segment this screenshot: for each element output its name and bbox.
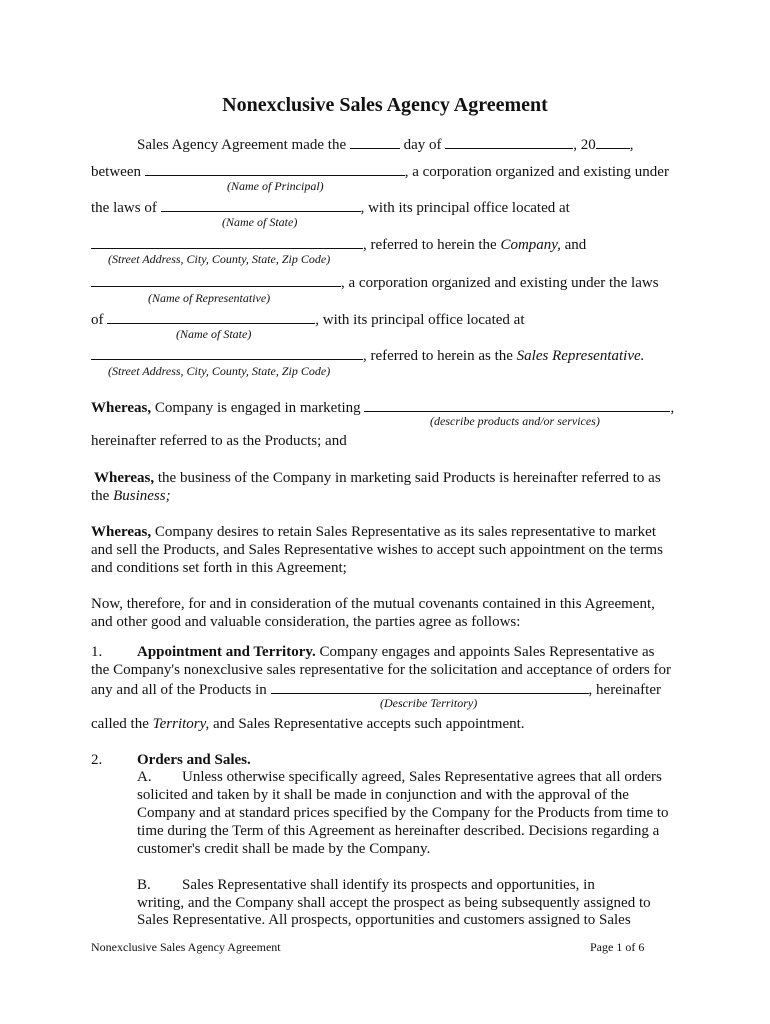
representative-line: [91, 272, 659, 292]
representative-office-text: , with its principal office located at: [315, 312, 525, 328]
section-1-line-1: [137, 643, 654, 661]
whereas-1-label: Whereas,: [91, 400, 152, 416]
section-1-line-4-suffix: and Sales Representative accepts such appointment.: [212, 716, 525, 732]
whereas-2-label: Whereas,: [94, 470, 155, 486]
principal-referred-text: , referred to herein the: [363, 237, 497, 253]
opening-line: [137, 134, 634, 154]
and-text: and: [564, 237, 587, 253]
whereas-1-comma: ,: [670, 400, 675, 416]
opening-text-2: day of: [403, 137, 442, 153]
section-2b-label: B.: [137, 877, 151, 893]
opening-text-1: Sales Agency Agreement made the: [137, 137, 347, 153]
section-1-line-3-prefix: any and all of the Products in: [91, 682, 267, 698]
whereas-2-line-1: [94, 469, 661, 487]
footer-title: Nonexclusive Sales Agency Agreement: [91, 940, 281, 954]
principal-name-blank: [145, 161, 405, 176]
representative-address-blank: [91, 345, 363, 360]
of-text: of: [91, 312, 104, 328]
date-year-blank: [596, 134, 630, 149]
date-day-blank: [350, 134, 400, 149]
section-1-line-3-suffix: , hereinafter: [588, 682, 661, 698]
caption-rep-address: (Street Address, City, County, State, Zip Code): [108, 364, 331, 378]
opening-text-3: , 20: [573, 137, 596, 153]
section-2a-label: A.: [137, 769, 152, 785]
date-month-blank: [445, 134, 573, 149]
representative-org-text: , a corporation organized and existing under the laws: [341, 275, 659, 291]
principal-address-line: [91, 234, 586, 254]
section-2a-line-3: Company and at standard prices specified by the Company for the Products from time to: [137, 805, 669, 821]
principal-office-text: , with its principal office located at: [360, 200, 570, 216]
section-1-line-4: [91, 715, 525, 733]
principal-org-text: , a corporation organized and existing under: [404, 164, 669, 180]
section-2a-line-4: time during the Term of this Agreement as hereinafter described. Decisions regarding a: [137, 823, 660, 839]
territory-blank: [271, 679, 589, 694]
caption-describe-territory: (Describe Territory): [380, 696, 478, 710]
products-blank: [364, 397, 670, 412]
footer-page-number: Page 1 of 6: [590, 940, 645, 954]
principal-address-blank: [91, 234, 363, 249]
opening-text-4: ,: [629, 137, 634, 153]
business-term: Business;: [113, 488, 171, 504]
representative-name-blank: [91, 272, 341, 287]
whereas-2-text: the business of the Company in marketing said Products is hereinafter referred to as: [157, 470, 661, 486]
section-2b-line-2: writing, and the Company shall accept the prospect as being subsequently assigned to: [137, 895, 651, 911]
section-2a-line-2: solicited and taken by it shall be made in conjunction and with the approval of the: [137, 787, 629, 803]
caption-principal-address: (Street Address, City, County, State, Zip Code): [108, 252, 331, 266]
section-1-number: 1.: [91, 644, 103, 660]
caption-name-of-representative: (Name of Representative): [148, 291, 271, 305]
whereas-2-line-2: [91, 487, 171, 505]
section-1-heading: Appointment and Territory.: [137, 644, 316, 660]
representative-address-line: [91, 345, 644, 365]
section-2b-line-1: Sales Representative shall identify its prospects and opportunities, in: [182, 877, 595, 893]
sales-representative-term: Sales Representative.: [516, 348, 645, 364]
whereas-1-text: Company is engaged in marketing: [154, 400, 361, 416]
caption-describe-products: (describe products and/or services): [430, 414, 600, 428]
now-therefore-line-1: Now, therefore, for and in consideration of the mutual covenants contained in this Agreement,: [91, 596, 655, 612]
principal-line: [91, 161, 669, 181]
whereas-2-prefix: the: [91, 488, 110, 504]
document-title: Nonexclusive Sales Agency Agreement: [222, 94, 548, 116]
caption-name-of-state: (Name of State): [222, 215, 298, 229]
whereas-3-line-1: [91, 523, 656, 541]
section-2a-line-5: customer's credit shall be made by the Company.: [137, 841, 431, 857]
section-2b-line-3: Sales Representative. All prospects, opportunities and customers assigned to Sales: [137, 912, 631, 928]
whereas-3-line-2: and sell the Products, and Sales Representative wishes to accept such appointment on the terms: [91, 542, 663, 558]
caption-rep-name-of-state: (Name of State): [176, 327, 252, 341]
whereas-1-continuation: hereinafter referred to as the Products; and: [91, 433, 347, 449]
between-text: between: [91, 164, 141, 180]
section-2a-line-1: Unless otherwise specifically agreed, Sales Representative agrees that all orders: [182, 769, 662, 785]
section-2-heading: Orders and Sales.: [137, 752, 251, 768]
section-2-number: 2.: [91, 752, 103, 768]
laws-of-text: the laws of: [91, 200, 157, 216]
section-1-line-1-text: Company engages and appoints Sales Representative as: [319, 644, 655, 660]
company-term: Company,: [500, 237, 561, 253]
representative-state-blank: [107, 309, 315, 324]
principal-laws-line: [91, 197, 570, 217]
section-1-line-4-prefix: called the: [91, 716, 149, 732]
caption-name-of-principal: (Name of Principal): [227, 179, 324, 193]
section-1-line-3: [91, 679, 661, 699]
territory-term: Territory,: [152, 716, 210, 732]
representative-laws-line: [91, 309, 525, 329]
whereas-3-line-3: and conditions set forth in this Agreement;: [91, 560, 347, 576]
whereas-3-label: Whereas,: [91, 524, 152, 540]
whereas-3-text: Company desires to retain Sales Representative as its sales representative to market: [154, 524, 656, 540]
representative-referred-text: , referred to herein as the: [363, 348, 513, 364]
now-therefore-line-2: and other good and valuable consideration, the parties agree as follows:: [91, 614, 521, 630]
section-1-line-2: the Company's nonexclusive sales representative for the solicitation and acceptance of orders for: [91, 662, 671, 678]
principal-state-blank: [161, 197, 361, 212]
